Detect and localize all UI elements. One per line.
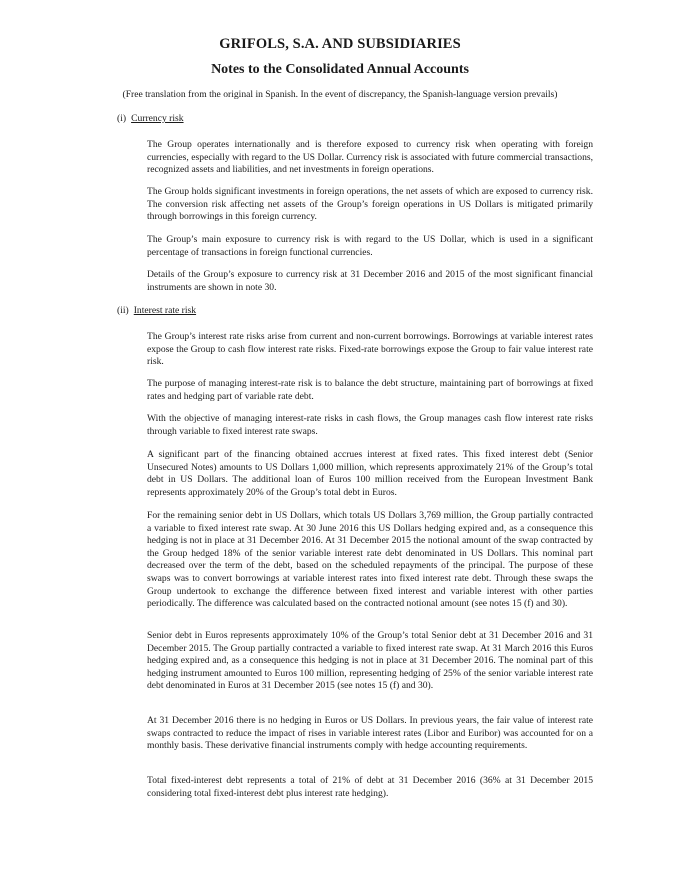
section-title: Interest rate risk (133, 305, 197, 316)
translation-note: (Free translation from the original in Spanish. In the event of discrepancy, the Spanish-language version prevails) (122, 89, 558, 100)
paragraph: For the remaining senior debt in US Dollars, which totals US Dollars 3,769 million, the Group partially contracted a variable to fixed interest rate swap. At 30 June 2016 this US Dollars hedging expired and, as a consequence this hedging is not in place at 31 December 2016. At 31 December 2015 the notional amount of the swap contracted by the Group hedged 18% of the senior variable interest rate debt denominated in US Dollars. This nominal part decreased over the term of the debt, based on the scheduled repayments of the principal. The purpose of these swaps was to convert borrowings at variable interest rates into fixed interest rate debt. Through these swaps the Group undertook to exchange the difference between fixed interest and variable interest with other parties periodically. The difference was calculated based on the contracted notional amount (see notes 15 (f) and 30). (147, 510, 593, 610)
paragraph: Senior debt in Euros represents approximately 10% of the Group’s total Senior debt at 31 December 2016 and 31 December 2015. The Group partially contracted a variable to fixed interest rate swap. At 31 March 2016 this Euros hedging expired and, as a consequence this hedging is not in place at 31 December 2016. The nominal part of this hedging instrument amounted to Euros 100 million, representing hedging of 25% of the senior variable interest rate debt denominated in Euros at 31 December 2015 (see notes 15 (f) and 30). (147, 630, 593, 692)
paragraph: The purpose of managing interest-rate risk is to balance the debt structure, maintaining part of borrowings at fixed rates and hedging part of variable rate debt. (147, 378, 593, 402)
section-title: Currency risk (131, 113, 184, 124)
paragraph: Details of the Group’s exposure to currency risk at 31 December 2016 and 2015 of the most significant financial instruments are shown in note 30. (147, 269, 593, 293)
paragraph: The Group’s interest rate risks arise from current and non-current borrowings. Borrowings at variable interest rates expose the Group to cash flow interest rate risks. Fixed-rate borrowings expose the Group to fair value interest rate risk. (147, 331, 593, 368)
section-heading-interest-rate-risk (117, 305, 196, 316)
section-heading-currency-risk (117, 113, 184, 124)
company-name: GRIFOLS, S.A. AND SUBSIDIARIES (219, 36, 461, 52)
paragraph: Total fixed-interest debt represents a total of 21% of debt at 31 December 2016 (36% at 31 December 2015 considering total fixed-interest debt plus interest rate hedging). (147, 775, 593, 799)
paragraph: The Group holds significant investments in foreign operations, the net assets of which are exposed to currency risk. The conversion risk affecting net assets of the Group’s foreign operations in US Dollars is mitigated primarily through borrowings in this foreign currency. (147, 186, 593, 223)
section-number: (i) (117, 113, 127, 124)
paragraph: With the objective of managing interest-rate risks in cash flows, the Group manages cash flow interest rate risks through variable to fixed interest rate swaps. (147, 413, 593, 437)
paragraph: The Group’s main exposure to currency risk is with regard to the US Dollar, which is used in a significant percentage of transactions in foreign functional currencies. (147, 234, 593, 258)
document-title: Notes to the Consolidated Annual Accounts (211, 62, 469, 77)
section-number: (ii) (117, 305, 129, 316)
paragraph: The Group operates internationally and is therefore exposed to currency risk when operating with foreign currencies, especially with regard to the US Dollar. Currency risk is associated with future commercial transactions, recognized assets and liabilities, and net investments in foreign operations. (147, 139, 593, 176)
paragraph: A significant part of the financing obtained accrues interest at fixed rates. This fixed interest debt (Senior Unsecured Notes) amounts to US Dollars 1,000 million, which represents approximately 21% of the Group’s total debt in US Dollars. The additional loan of Euros 100 million received from the European Investment Bank represents approximately 20% of the Group’s total debt in Euros. (147, 449, 593, 498)
paragraph: At 31 December 2016 there is no hedging in Euros or US Dollars. In previous years, the fair value of interest rate swaps contracted to reduce the impact of rises in variable interest rates (Libor and Euribor) was accounted for on a monthly basis. These derivative financial instruments comply with hedge accounting requirements. (147, 715, 593, 752)
